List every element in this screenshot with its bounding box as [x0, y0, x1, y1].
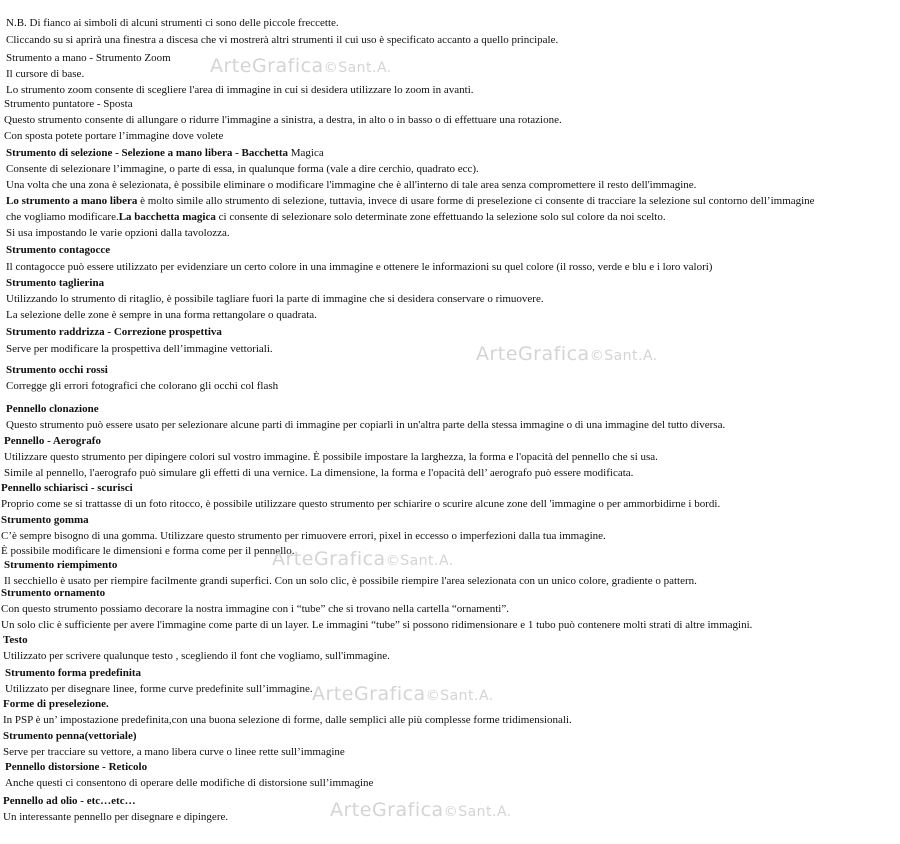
note-finestra: Cliccando su si aprirà una finestra a discesa che vi mostrerà altri strumenti il cui uso è specificato accanto a quello principale. — [6, 34, 559, 46]
text-cursore: Il cursore di base. — [6, 68, 85, 80]
heading-gomma: Strumento gomma — [1, 514, 89, 526]
text-penna: Serve per tracciare su vettore, a mano libera curve o linee rette sull’immagine — [3, 746, 345, 758]
watermark-brand: ArteGrafica — [330, 799, 444, 821]
heading-contagocce: Strumento contagocce — [6, 244, 111, 256]
text-gomma-1: C’è sempre bisogno di una gomma. Utilizzare questo strumento per rimuovere errori, pixel in eccesso o imperfezioni dalla tua immagine. — [1, 530, 606, 542]
text-testo: Utilizzato per scrivere qualunque testo , scegliendo il font che vogliamo, sull'immagine. — [3, 650, 390, 662]
heading-raddrizza: Strumento raddrizza - Correzione prospettiva — [6, 326, 222, 338]
heading-riempimento: Strumento riempimento — [4, 559, 118, 571]
text-clonazione: Questo strumento può essere usato per selezionare alcune parti di immagine per copiarli in un'altra parte della stessa immagine o di una immagine del tutto diversa. — [6, 419, 726, 431]
heading-aerografo: Pennello - Aerografo — [4, 435, 101, 447]
text-bacchetta-pre: che vogliamo modificare. — [6, 211, 119, 223]
heading-taglierina: Strumento taglierina — [6, 277, 105, 289]
text-ornamento-1: Con questo strumento possiamo decorare la nostra immagine con i “tube” che si trovano nella cartella “ornamenti”. — [1, 603, 509, 615]
heading-selezione-magica: Magica — [290, 147, 324, 159]
watermark-suffix: ©Sant.A. — [385, 553, 454, 569]
heading-penna: Strumento penna(vettoriale) — [3, 730, 137, 742]
text-distorsione: Anche questi ci consentono di operare delle modifiche di distorsione sull’immagine — [5, 777, 374, 789]
heading-selezione-bold: Strumento di selezione - Selezione a mano libera - Bacchetta — [6, 147, 288, 159]
watermark — [210, 55, 392, 77]
heading-mano-zoom: Strumento a mano - Strumento Zoom — [6, 52, 171, 64]
text-occhi-rossi: Corregge gli errori fotografici che colorano gli occhi col flash — [6, 380, 279, 392]
text-selezione-2: Una volta che una zona è selezionata, è possibile eliminare o modificare l'immagine che è all'interno di tale area senza compromettere il resto dell'immagine. — [6, 179, 697, 191]
text-sposta: Con sposta potete portare l’immagine dove volete — [4, 130, 224, 142]
heading-forme-preselezione: Forme di preselezione. — [3, 698, 109, 710]
text-zoom: Lo strumento zoom consente di scegliere l'area di immagine in cui si desidera utilizzare lo zoom in avanti. — [6, 84, 474, 96]
text-schiarisci: Proprio come se si trattasse di un foto ritocco, è possibile utilizzare questo strumento per schiarire o scurire alcune zone dell 'immagine o per ammorbidirne i bordi. — [1, 498, 721, 510]
watermark-suffix: ©Sant.A. — [323, 60, 392, 76]
heading-ornamento: Strumento ornamento — [1, 587, 106, 599]
text-gomma-2: È possibile modificare le dimensioni e forma come per il pennello. — [1, 545, 295, 557]
watermark-suffix: ©Sant.A. — [443, 804, 512, 820]
text-pennello: Utilizzare questo strumento per dipingere colori sul vostro immagine. È possibile impostare la larghezza, la forma e l'opacità del pennello che si usa. — [4, 451, 658, 463]
text-taglierina-2: La selezione delle zone è sempre in una forma rettangolare o quadrata. — [6, 309, 317, 321]
text-raddrizza: Serve per modificare la prospettiva dell’immagine vettoriali. — [6, 343, 273, 355]
watermark — [312, 683, 494, 705]
heading-olio: Pennello ad olio - etc…etc… — [3, 795, 136, 807]
text-contagocce: Il contagocce può essere utilizzato per evidenziare un certo colore in una immagine e ottenere le informazioni su quel colore (il rosso, verde e blu e i loro valori) — [6, 261, 713, 273]
heading-testo: Testo — [3, 634, 28, 646]
watermark-brand: ArteGrafica — [210, 55, 324, 77]
text-selezione-1: Consente di selezionare l’immagine, o parte di essa, in qualunque forma (vale a dire cerchio, quadrato ecc). — [6, 163, 479, 175]
text-bacchetta — [6, 211, 666, 224]
term-mano-libera: Lo strumento a mano libera — [6, 195, 138, 207]
text-mano-libera-desc: è molto simile allo strumento di selezione, tuttavia, invece di usare forme di preselezione ci consente di tracciare la selezione sul contorno dell’immagine — [137, 195, 815, 207]
text-puntatore: Questo strumento consente di allungare o ridurre l'immagine a sinistra, a destra, in alto o in basso o di effettuare una rotazione. — [4, 114, 562, 126]
watermark-brand: ArteGrafica — [272, 548, 386, 570]
text-aerografo: Simile al pennello, l'aerografo può simulare gli effetti di una vernice. La dimensione, la forma e l'opacità dell’ aerografo può essere modificata. — [4, 467, 634, 479]
text-bacchetta-desc: ci consente di selezionare solo determinate zone effettuando la selezione solo sul colore da noi scelto. — [215, 211, 666, 223]
text-mano-libera — [6, 195, 815, 208]
watermark-brand: ArteGrafica — [476, 343, 590, 365]
heading-selezione — [6, 147, 324, 160]
watermark-brand: ArteGrafica — [312, 683, 426, 705]
term-bacchetta-magica: La bacchetta magica — [118, 211, 216, 223]
watermark-suffix: ©Sant.A. — [425, 688, 494, 704]
text-forme-preselezione: In PSP è un’ impostazione predefinita,con una buona selezione di forme, dalle semplici alle più complesse forme tridimensionali. — [3, 714, 572, 726]
text-ornamento-2: Un solo clic è sufficiente per avere l'immagine come parte di un layer. Le immagini “tube” si possono ridimensionare e 1 tubo può contenere molti strati di altre immagini. — [1, 619, 753, 631]
text-tavolozza: Si usa impostando le varie opzioni dalla tavolozza. — [6, 227, 230, 239]
heading-occhi-rossi: Strumento occhi rossi — [6, 364, 108, 376]
heading-forma-predefinita: Strumento forma predefinita — [5, 667, 142, 679]
heading-distorsione: Pennello distorsione - Reticolo — [5, 761, 148, 773]
watermark-suffix: ©Sant.A. — [589, 348, 658, 364]
watermark — [330, 799, 512, 821]
text-riempimento: Il secchiello è usato per riempire facilmente grandi superfici. Con un solo clic, è possibile riempire l'area selezionata con un unico colore, gradiente o pattern. — [4, 575, 697, 587]
note-freccette: N.B. Di fianco ai simboli di alcuni strumenti ci sono delle piccole freccette. — [6, 17, 339, 29]
watermark — [476, 343, 658, 365]
watermark — [272, 548, 454, 570]
text-taglierina-1: Utilizzando lo strumento di ritaglio, è possibile tagliare fuori la parte di immagine che si desidera conservare o rimuovere. — [6, 293, 544, 305]
heading-puntatore: Strumento puntatore - Sposta — [4, 98, 133, 110]
text-forma-predefinita: Utilizzato per disegnare linee, forme curve predefinite sull’immagine. — [5, 683, 313, 695]
heading-clonazione: Pennello clonazione — [6, 403, 99, 415]
heading-schiarisci: Pennello schiarisci - scurisci — [1, 482, 133, 494]
text-olio: Un interessante pennello per disegnare e dipingere. — [3, 811, 229, 823]
